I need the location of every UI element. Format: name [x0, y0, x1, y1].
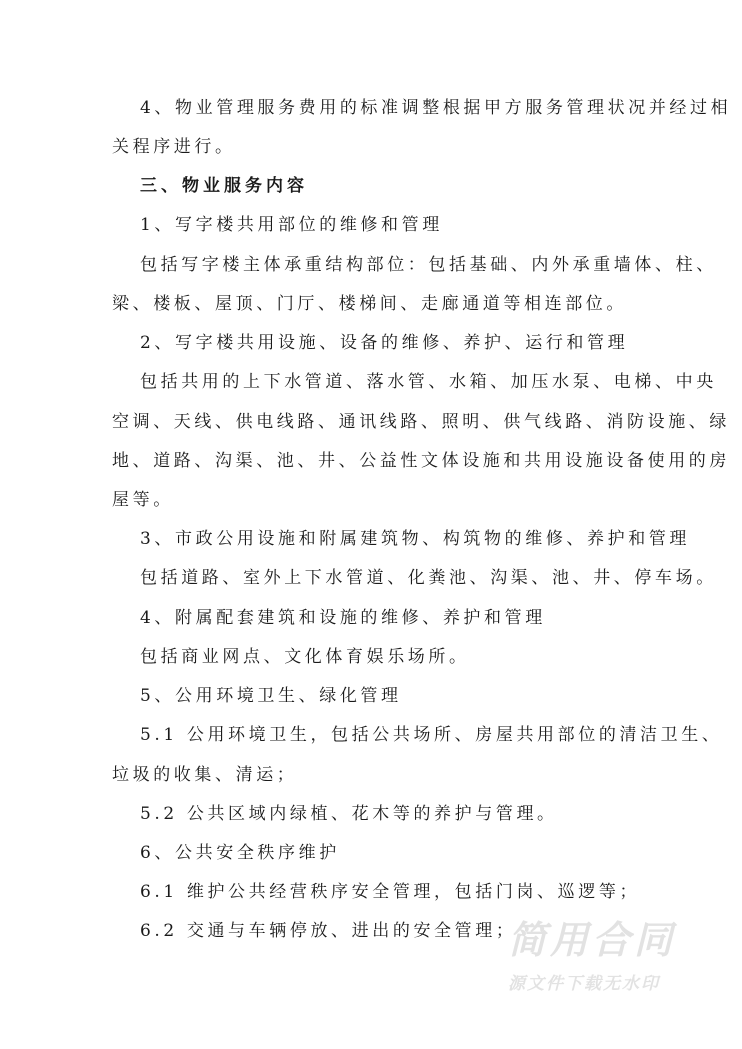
- item-heading: 1、写字楼共用部位的维修和管理: [140, 215, 443, 235]
- paragraph-line: 包括共用的上下水管道、落水管、水箱、加压水泵、电梯、中央: [140, 372, 717, 392]
- paragraph-line: 6.2 交通与车辆停放、进出的安全管理；: [140, 921, 517, 941]
- paragraph-line: 屋等。: [112, 490, 174, 510]
- paragraph-line: 包括写字楼主体承重结构部位：包括基础、内外承重墙体、柱、: [140, 255, 717, 275]
- item-heading: 5、公用环境卫生、绿化管理: [140, 686, 402, 706]
- paragraph-line: 空调、天线、供电线路、通讯线路、照明、供气线路、消防设施、绿: [112, 412, 730, 432]
- item-heading: 4、附属配套建筑和设施的维修、养护和管理: [140, 608, 546, 628]
- paragraph-line: 5.1 公用环境卫生，包括公共场所、房屋共用部位的清洁卫生、: [140, 725, 723, 745]
- item-heading: 3、市政公用设施和附属建筑物、构筑物的维修、养护和管理: [140, 529, 691, 549]
- paragraph-line: 5.2 公共区域内绿植、花木等的养护与管理。: [140, 804, 558, 824]
- watermark-subtitle: 源文件下载无水印: [508, 974, 660, 994]
- paragraph-line: 包括商业网点、文化体育娱乐场所。: [140, 647, 470, 667]
- paragraph-line: 梁、楼板、屋顶、门厅、楼梯间、走廊通道等相连部位。: [112, 294, 627, 314]
- paragraph-line: 包括道路、室外上下水管道、化粪池、沟渠、池、井、停车场。: [140, 568, 717, 588]
- item-heading: 2、写字楼共用设施、设备的维修、养护、运行和管理: [140, 333, 629, 353]
- paragraph-line: 关程序进行。: [112, 137, 236, 157]
- section-heading: 三、物业服务内容: [140, 176, 308, 196]
- paragraph-line: 垃圾的收集、清运；: [112, 765, 298, 785]
- watermark-title: 简用合同: [508, 918, 677, 962]
- watermark: [508, 918, 708, 996]
- paragraph-line: 4、物业管理服务费用的标准调整根据甲方服务管理状况并经过相: [140, 98, 732, 118]
- paragraph-line: 地、道路、沟渠、池、井、公益性文体设施和共用设施设备使用的房: [112, 451, 730, 471]
- paragraph-line: 6.1 维护公共经营秩序安全管理，包括门岗、巡逻等；: [140, 882, 641, 902]
- item-heading: 6、公共安全秩序维护: [140, 843, 340, 863]
